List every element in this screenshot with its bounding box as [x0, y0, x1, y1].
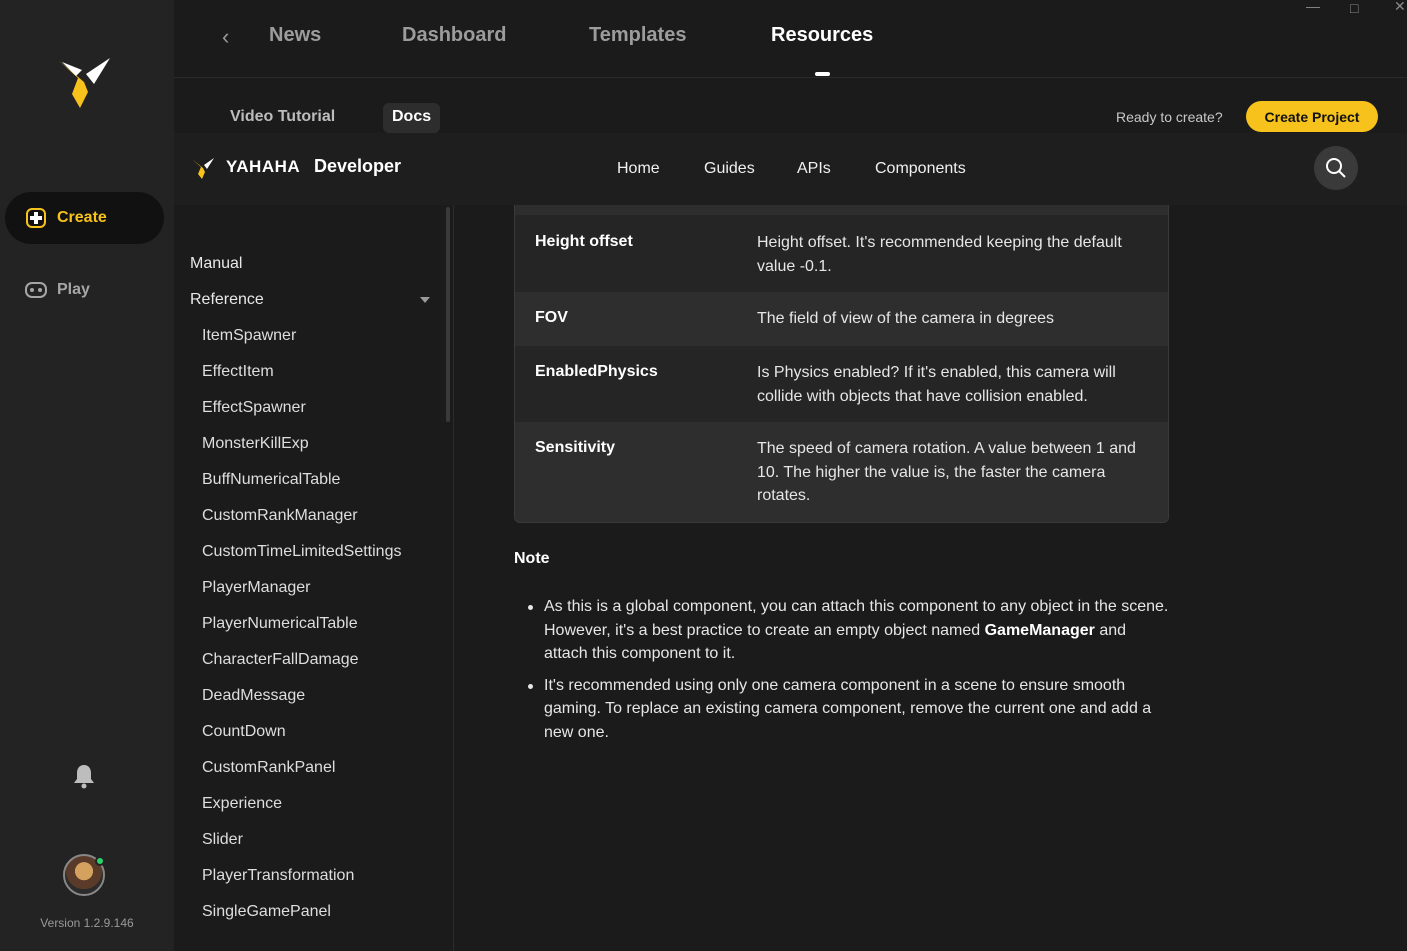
sidenav-subitem[interactable]: ItemSpawner: [202, 327, 297, 344]
sidenav-subitem[interactable]: BuffNumericalTable: [202, 471, 341, 488]
sidenav-subitem[interactable]: CustomRankPanel: [202, 759, 336, 776]
caret-down-icon[interactable]: [420, 297, 430, 303]
property-desc: The field of view of the camera in degrees: [757, 310, 1055, 327]
tab-dashboard[interactable]: Dashboard: [402, 24, 507, 46]
ready-to-create-text: Ready to create?: [1116, 109, 1223, 125]
docnav-apis[interactable]: APIs: [797, 160, 831, 177]
search-button[interactable]: [1314, 146, 1358, 190]
table-row: [515, 292, 1169, 346]
sidenav-subitem[interactable]: EffectSpawner: [202, 399, 306, 416]
version-label: Version 1.2.9.146: [40, 916, 134, 930]
tab-video-tutorial[interactable]: Video Tutorial: [230, 108, 336, 125]
create-project-button[interactable]: Create Project: [1246, 101, 1378, 132]
online-status-dot: [95, 856, 105, 866]
tab-templates[interactable]: Templates: [589, 24, 687, 46]
sidenav-subitem[interactable]: PlayerTransformation: [202, 867, 355, 884]
sidenav-scrollbar[interactable]: [446, 207, 450, 422]
play-gamepad-icon: [25, 281, 47, 299]
sidenav-subitem[interactable]: EffectItem: [202, 363, 274, 380]
properties-table: [514, 205, 1169, 523]
docs-header: [174, 133, 1407, 205]
table-row: [515, 205, 1169, 215]
tab-docs[interactable]: Docs: [383, 103, 440, 133]
active-tab-indicator: [815, 72, 830, 76]
resources-subbar: [174, 79, 1407, 133]
yahaha-logo-icon[interactable]: [190, 156, 216, 180]
sidenav-subitem[interactable]: Slider: [202, 831, 243, 848]
sidenav-subitem[interactable]: DeadMessage: [202, 687, 306, 704]
docnav-guides[interactable]: Guides: [704, 160, 755, 177]
note-text: It's recommended using only one camera component in a scene to ensure smooth gaming. To replace an existing camera component, remove the current one and add a new one.: [544, 676, 1152, 741]
property-desc: Height offset. It's recommended keeping the default value -0.1.: [757, 234, 1122, 275]
bell-icon[interactable]: [72, 763, 96, 789]
note-text: As this is a global component, you can attach this component to any object in the scene. However, it's a best practice to create an empty object named: [544, 598, 1169, 639]
sidenav-item-reference[interactable]: Reference: [190, 291, 264, 308]
table-row: [515, 215, 1169, 292]
property-name: EnabledPhysics: [535, 363, 658, 380]
create-label: Create: [57, 209, 107, 226]
play-button[interactable]: [5, 264, 164, 316]
sidenav-subitem[interactable]: PlayerNumericalTable: [202, 615, 358, 632]
table-row: [515, 422, 1169, 523]
note-heading: Note: [514, 550, 550, 567]
sidenav-subitem[interactable]: CountDown: [202, 723, 286, 740]
docs-brand[interactable]: YAHAHA: [226, 157, 301, 176]
property-desc: The speed of camera rotation. A value between 1 and 10. The higher the value is, the faster the camera rotates.: [757, 440, 1136, 504]
top-nav: [174, 0, 1407, 78]
note-list: [544, 595, 1169, 752]
create-button[interactable]: [5, 192, 164, 244]
sidenav-subitem[interactable]: Experience: [202, 795, 283, 812]
note-text: and attach this component to it.: [544, 621, 1127, 662]
property-name: FOV: [535, 309, 568, 326]
minimize-icon[interactable]: —: [1306, 0, 1320, 14]
note-bold-term: GameManager: [984, 621, 1095, 639]
list-item: [544, 595, 1169, 666]
maximize-icon[interactable]: □: [1350, 0, 1359, 16]
docs-content: [455, 205, 1407, 951]
docnav-components[interactable]: Components: [875, 160, 966, 177]
sidenav-subitem[interactable]: CustomRankManager: [202, 507, 358, 524]
sidenav-subitem[interactable]: CharacterFallDamage: [202, 651, 359, 668]
tab-resources[interactable]: Resources: [771, 24, 874, 46]
property-name: Sensitivity: [535, 439, 616, 456]
sidenav-item-manual[interactable]: Manual: [190, 255, 243, 272]
search-icon: [1325, 157, 1347, 179]
table-row: [515, 346, 1169, 422]
docs-brand-suffix[interactable]: Developer: [314, 156, 402, 176]
sidenav-subitem[interactable]: PlayerManager: [202, 579, 311, 596]
close-icon[interactable]: ✕: [1394, 0, 1406, 14]
create-plus-icon: [25, 207, 47, 229]
chevron-left-icon[interactable]: ‹: [222, 24, 230, 49]
sidenav-subitem[interactable]: CustomTimeLimitedSettings: [202, 543, 402, 560]
docs-sidenav: [174, 205, 454, 951]
yahaha-logo-icon[interactable]: [54, 52, 114, 112]
property-name: Height offset: [535, 233, 633, 250]
list-item: [544, 674, 1169, 745]
sidenav-subitem[interactable]: MonsterKillExp: [202, 435, 309, 452]
sidenav-subitem[interactable]: SingleGamePanel: [202, 903, 331, 920]
play-label: Play: [57, 281, 90, 298]
docnav-home[interactable]: Home: [617, 160, 660, 177]
tab-news[interactable]: News: [269, 24, 322, 46]
property-desc: Is Physics enabled? If it's enabled, this camera will collide with objects that have collision enabled.: [757, 364, 1116, 405]
app-rail: [0, 0, 174, 951]
